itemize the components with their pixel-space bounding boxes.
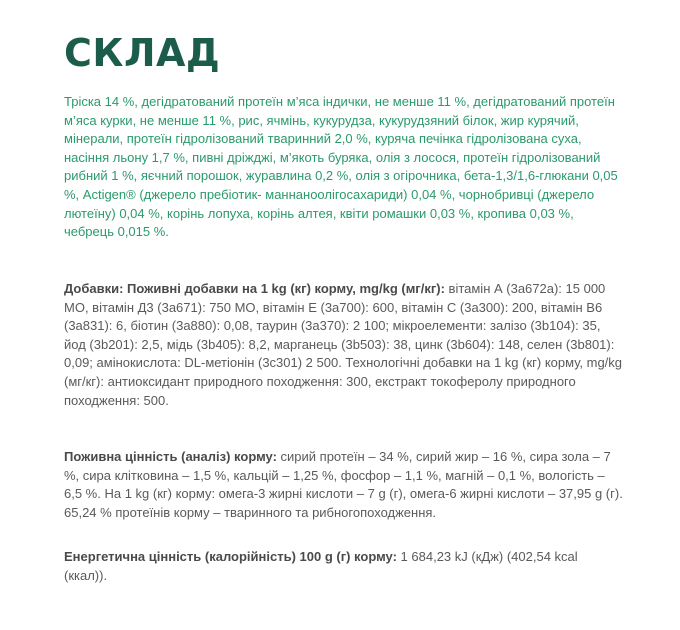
additives-text: вітамін А (3a672a): 15 000 МО, вітамін Д3 (3a671): 750 МО, вітамін Е (3a700): 600, вітамін С (3a300): 200, вітамін В6 (3a831): 6, біотин (3a880): 0,08, таурин (3a370): 2 100; мікроелементи: залізо (3b104): 35, йод (3b201): 2,5, мідь (3b405): 8,2, марганець (3b503): 38, цинк (3b604): 148, селен (3b801): 0,09; амінокислота: DL-метіонін (3c301) 2 500. Технологічні добавки на 1 kg (кг) корму, mg/kg (мг/кг): антиоксидант природного походження: 300, екстракт токоферолу природного походження: 500. bbox=[64, 281, 623, 408]
energy-label: Енергетична цінність (калорійність) 100 g (г) корму: bbox=[64, 549, 397, 564]
page-title: СКЛАД bbox=[64, 31, 221, 75]
nutrition-text: сирий протеїн – 34 %, сирий жир – 16 %, сира зола – 7 %, сира клітковина – 1,5 %, кальцій – 1,25 %, фосфор – 1,1 %, магній – 0,1 %, вологість – 6,5 %. На 1 kg (кг) корму: омега-3 жирні кислоти – 7 g (г), омега-6 жирні кислоти – 37,95 g (г). 65,24 % протеїнів корму – тваринного та рибногопоходження. bbox=[64, 449, 623, 520]
nutrition-label: Поживна цінність (аналіз) корму: bbox=[64, 449, 277, 464]
additives-section bbox=[64, 280, 624, 410]
additives-label: Добавки: Поживні добавки на 1 kg (кг) корму, mg/kg (мг/кг): bbox=[64, 281, 445, 296]
energy-section bbox=[64, 548, 624, 585]
energy-text: 1 684,23 kJ (кДж) (402,54 kcal (ккал)). bbox=[64, 549, 578, 583]
nutrition-section bbox=[64, 448, 624, 522]
ingredients-list: Тріска 14 %, дегідратований протеїн м’яса індички, не менше 11 %, дегідратований протеїн м’яса курки, не менше 11 %, рис, ячмінь, кукурудза, кукурудзяний білок, жир курячий, мінерали, протеїн гідролізований тваринний 2,0 %, куряча печінка гідролізована суха, насіння льону 1,7 %, пивні дріжджі, м’якоть буряка, олія з лосося, протеїн гідролізований рибний 1 %, яєчний порошок, журавлина 0,2 %, олія з огірочника, бета-1,3/1,6-глюкани 0,05 %, Actigen® (джерело пребіотик- маннаноолігосахариди) 0,04 %, чорнобривці (джерело лютеїну) 0,04 %, корінь лопуха, корінь алтея, квіти ромашки 0,03 %, кропива 0,03 %, чебрець 0,015 %. bbox=[64, 94, 618, 240]
